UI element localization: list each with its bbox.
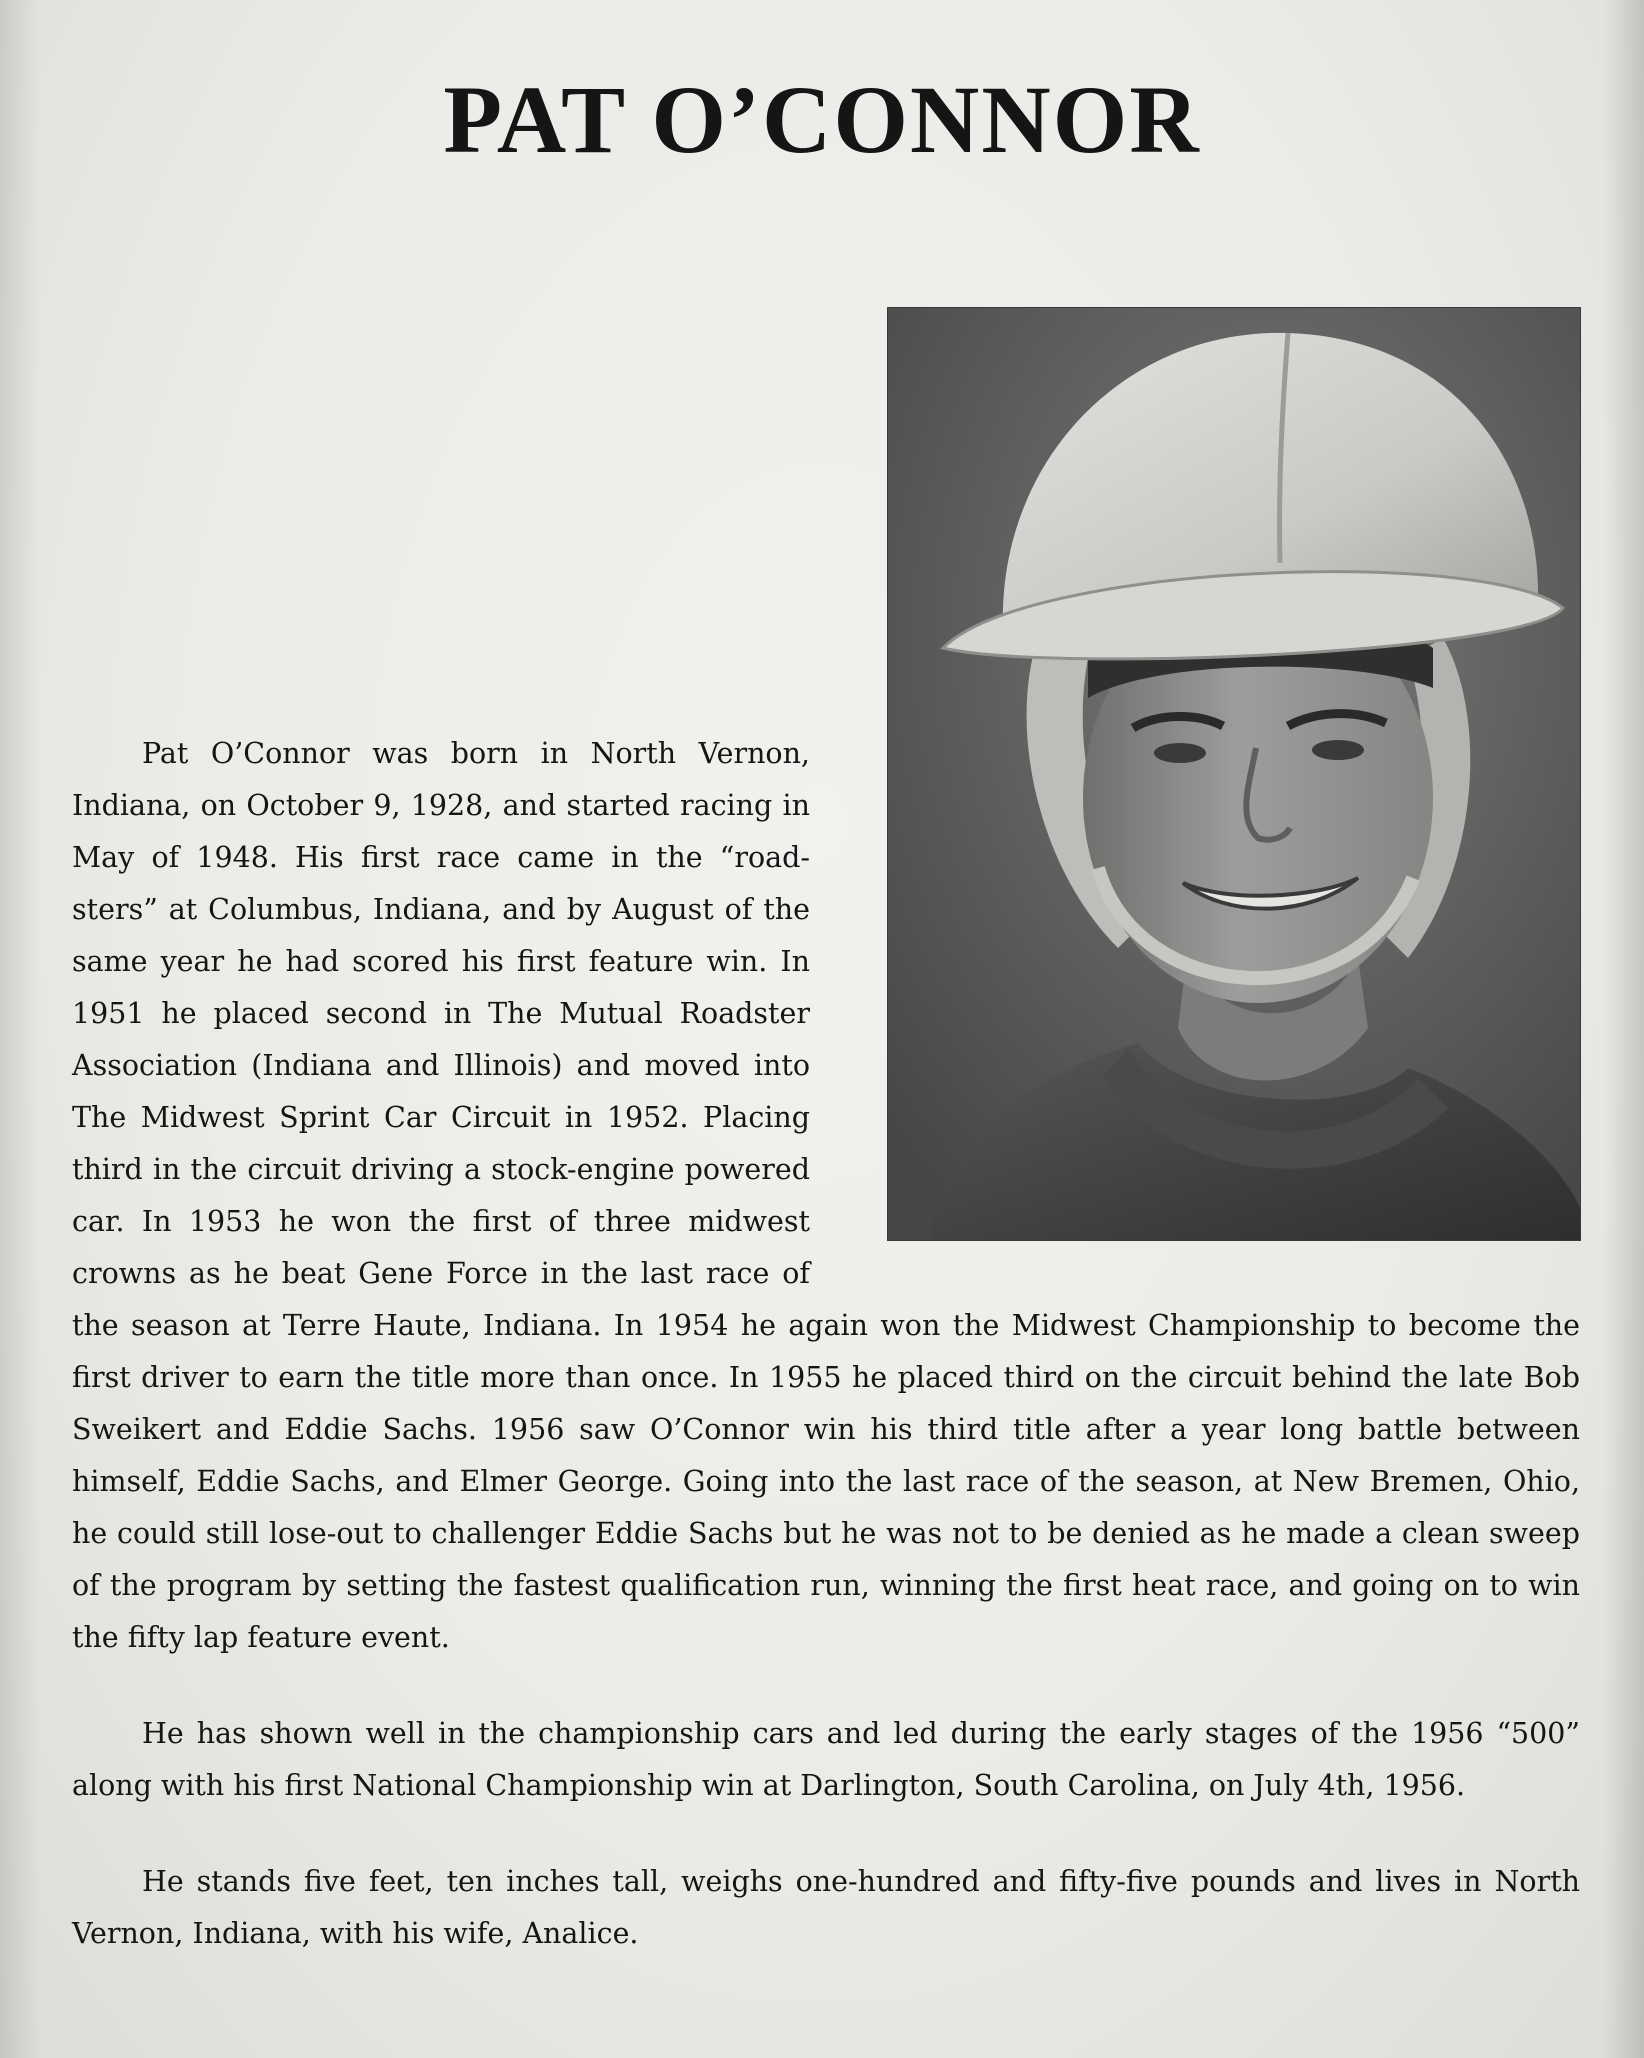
- article-body: [72, 728, 1580, 1960]
- page-edge-shadow-left: [0, 0, 40, 2058]
- article-paragraph: He has shown well in the championship cars and led during the early stages of the 1956 “500” along with his first National Championship win at Darlington, South Carolina, on July 4th, 1956.: [72, 1717, 1580, 1802]
- photo-wrap-space: [810, 728, 1580, 1294]
- article-paragraph: [72, 728, 1580, 1664]
- article-paragraph-text: Pat O’Connor was born in North Vernon, Indiana, on October 9, 1928, and started racing in May of 1948. His first race came in the “road-sters” at Columbus, Indiana, and by August of the same year he had scored his first feature win. In 1951 he placed second in The Mutual Roadster Association (Indiana and Illinois) and moved into The Midwest Sprint Car Circuit in 1952. Placing third in the circuit driving a stock-engine powered car. In 1953 he won the first of three midwest crowns as he beat Gene Force in the last race of the season at Terre Haute, Indiana. In 1954 he again won the Midwest Championship to become the first driver to earn the title more than once. In 1955 he placed third on the circuit behind the late Bob Sweikert and Eddie Sachs. 1956 saw O’Connor win his third title after a year long battle between himself, Eddie Sachs, and Elmer George. Going into the last race of the season, at New Bremen, Ohio, he could still lose-out to challenger Eddie Sachs but he was not to be denied as he made a clean sweep of the program by setting the fastest qualification run, winning the first heat race, and going on to win the fifty lap feature event.: [72, 737, 1580, 1654]
- page-edge-shadow-right: [1604, 0, 1644, 2058]
- article-paragraph: He stands five feet, ten inches tall, weighs one-hundred and fifty-five pounds and lives in North Vernon, Indiana, with his wife, Analice.: [72, 1865, 1580, 1950]
- page-title: PAT O’CONNOR: [443, 66, 1201, 173]
